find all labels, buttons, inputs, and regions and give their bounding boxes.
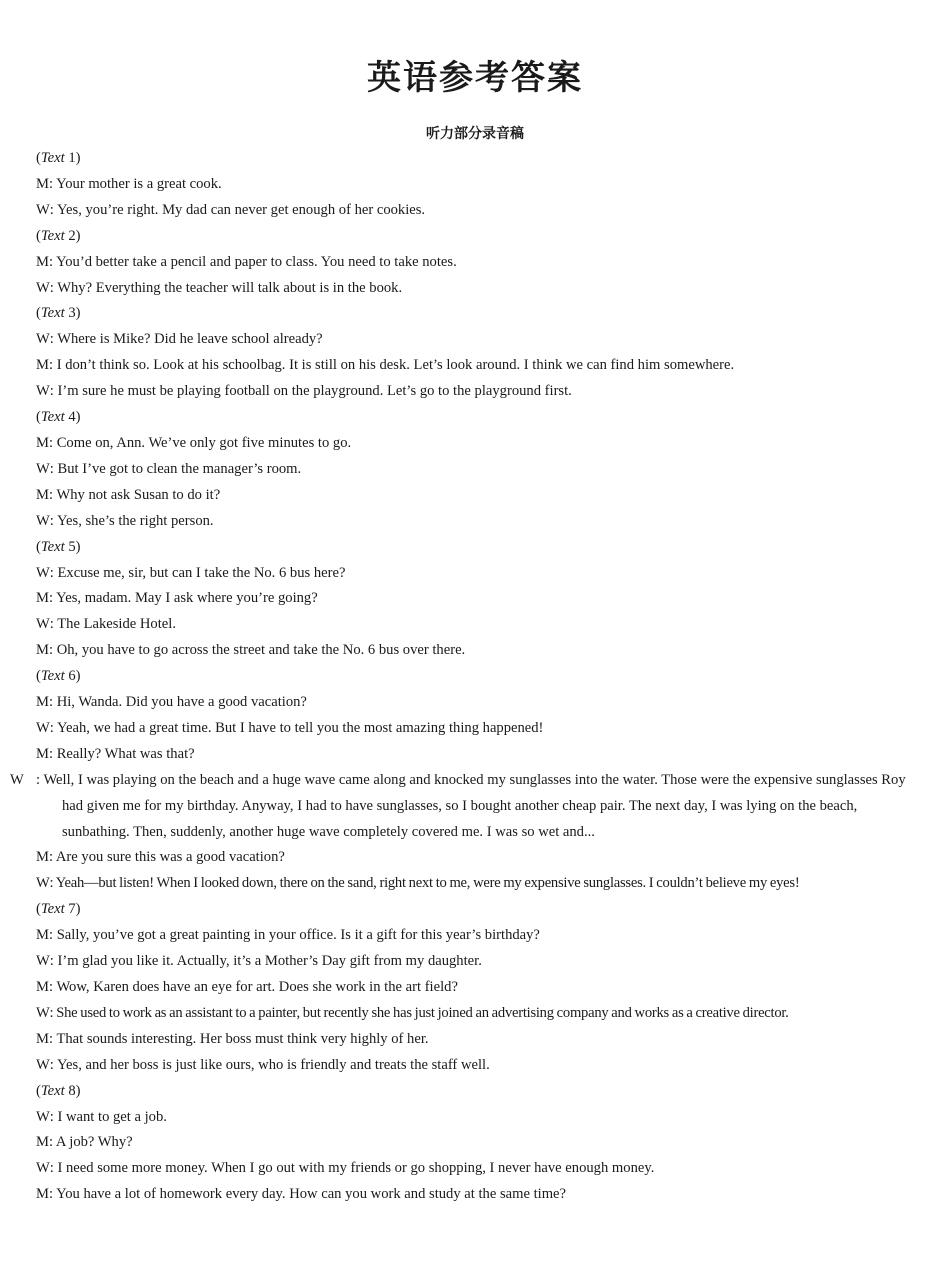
dialogue-text: Yes, you’re right. My dad can never get enough of her cookies.: [56, 201, 426, 218]
speaker-colon: :: [48, 434, 57, 451]
speaker-label: M: [36, 357, 49, 374]
speaker-colon: :: [48, 1186, 57, 1203]
dialogue-text: I’m sure he must be playing football on the playground. Let’s go to the playground first.: [57, 383, 572, 400]
dialogue-text: I want to get a job.: [57, 1108, 167, 1125]
text-label-number: 4: [68, 409, 76, 426]
open-paren: (: [36, 305, 41, 322]
speaker-label: M: [36, 175, 49, 192]
speaker-colon: :: [36, 771, 44, 788]
speaker-colon: :: [49, 201, 57, 218]
speaker-label: W: [36, 383, 50, 400]
dialogue-text: Well, I was playing on the beach and a huge wave came along and knocked my sunglasses into the water. Those were the expensive sunglasses Roy had given me for my birthday. Anyway, I had to have sunglasses, so I bought another cheap pair. The next day, I was lying on the beach, sunbathing. Then, suddenly, another huge wave completely covered me. I was so wet and...: [43, 771, 906, 840]
close-paren: ): [75, 1082, 81, 1099]
dialogue-text: But I’ve got to clean the manager’s room.: [57, 460, 302, 477]
close-paren: ): [75, 409, 81, 426]
speaker-colon: :: [48, 486, 57, 503]
dialogue-line: [36, 923, 920, 949]
text-label-number: 8: [68, 1082, 76, 1099]
dialogue-text: I need some more money. When I go out with my friends or go shopping, I never have enough money.: [57, 1160, 655, 1177]
speaker-colon: :: [48, 253, 57, 270]
close-paren: ): [75, 901, 81, 918]
dialogue-text: Why not ask Susan to do it?: [56, 486, 221, 503]
dialogue-text: Sally, you’ve got a great painting in your office. Is it a gift for this year’s birthday?: [56, 927, 540, 944]
dialogue-line: [36, 975, 920, 1001]
open-paren: (: [36, 668, 41, 685]
dialogue-line: [36, 250, 920, 276]
text-section-label: [36, 897, 920, 923]
speaker-label: W: [36, 460, 50, 477]
listening-transcript: [10, 146, 920, 1208]
text-section-label: [36, 1079, 920, 1105]
open-paren: (: [36, 901, 41, 918]
speaker-label: M: [36, 1134, 49, 1151]
dialogue-line: [36, 871, 920, 897]
dialogue-line: W : Well, I was playing on the beach and a huge wave came along and knocked my sunglasses into the water. Those were the expensive sunglasses Roy had given me for my birthday. Anyway, I had to have sunglasses, so I bought another cheap pair. The next day, I was lying on the beach, sunbathing. Then, suddenly, another huge wave completely covered me. I was so wet and...: [10, 771, 906, 840]
speaker-label: M: [36, 434, 49, 451]
text-section-label: [36, 146, 920, 172]
open-paren: (: [36, 1082, 41, 1099]
dialogue-text: Excuse me, sir, but can I take the No. 6 bus here?: [57, 564, 346, 581]
dialogue-text: Oh, you have to go across the street and take the No. 6 bus over there.: [56, 642, 466, 659]
close-paren: ): [75, 150, 81, 166]
dialogue-text: Yes, madam. May I ask where you’re going?: [56, 590, 318, 607]
speaker-colon: :: [49, 460, 58, 477]
text-label-word: Text: [40, 227, 65, 244]
speaker-colon: :: [49, 953, 58, 970]
text-label-number: 1: [68, 150, 76, 166]
speaker-label: M: [36, 927, 49, 944]
dialogue-line: [36, 1001, 920, 1027]
speaker-label: W: [36, 616, 50, 633]
speaker-label: W: [36, 875, 50, 892]
speaker-label: W: [36, 201, 50, 218]
dialogue-text: Are you sure this was a good vacation?: [55, 849, 285, 866]
speaker-colon: :: [49, 564, 58, 581]
speaker-colon: :: [49, 1160, 58, 1177]
speaker-colon: :: [48, 979, 57, 995]
speaker-label: W: [36, 953, 50, 970]
dialogue-line: [36, 509, 920, 535]
close-paren: ): [75, 227, 81, 244]
text-label-word: Text: [40, 150, 65, 166]
text-label-word: Text: [40, 1082, 65, 1099]
speaker-colon: :: [49, 616, 58, 633]
speaker-label: W: [36, 1160, 50, 1177]
text-section-label: [36, 664, 920, 690]
dialogue-text: Yeah—but listen! When I looked down, there on the sand, right next to me, were my expensive sunglasses. I couldn’t believe my eyes!: [55, 875, 800, 892]
dialogue-line: [36, 379, 920, 405]
text-section-label: [36, 301, 920, 327]
speaker-colon: :: [48, 849, 56, 866]
dialogue-line: [36, 483, 920, 509]
text-label-word: Text: [40, 409, 65, 426]
speaker-colon: :: [48, 745, 57, 762]
open-paren: (: [36, 227, 41, 244]
dialogue-line: [36, 716, 920, 742]
speaker-label: M: [36, 849, 49, 866]
text-label-word: Text: [40, 305, 65, 322]
speaker-label: W: [36, 1004, 50, 1021]
text-label-word: Text: [40, 538, 65, 555]
speaker-label: M: [36, 1030, 49, 1047]
speaker-colon: :: [49, 512, 57, 529]
speaker-label: M: [36, 253, 49, 270]
speaker-colon: :: [48, 590, 57, 607]
speaker-label: M: [36, 745, 49, 762]
dialogue-line: [36, 1182, 920, 1208]
dialogue-line: [36, 1053, 920, 1079]
text-label-word: Text: [40, 901, 65, 918]
open-paren: (: [36, 409, 41, 426]
speaker-label: M: [36, 694, 49, 711]
open-paren: (: [36, 538, 41, 555]
dialogue-text: Why? Everything the teacher will talk about is in the book.: [57, 279, 403, 296]
dialogue-line: [36, 327, 920, 353]
speaker-label: W: [36, 564, 50, 581]
dialogue-line: [36, 198, 920, 224]
speaker-label: M: [36, 979, 49, 995]
speaker-label: W: [36, 279, 50, 296]
dialogue-line: [36, 612, 920, 638]
dialogue-text: Wow, Karen does have an eye for art. Does she work in the art field?: [56, 979, 458, 995]
dialogue-text: That sounds interesting. Her boss must think very highly of her.: [56, 1030, 429, 1047]
dialogue-line: [36, 1130, 920, 1156]
speaker-colon: :: [48, 1134, 56, 1151]
speaker-label: W: [36, 719, 50, 736]
text-label-number: 6: [68, 668, 76, 685]
speaker-colon: :: [49, 1004, 57, 1021]
speaker-label: M: [36, 642, 49, 659]
dialogue-text: Yes, and her boss is just like ours, who is friendly and treats the staff well.: [56, 1056, 490, 1073]
dialogue-text: I don’t think so. Look at his schoolbag. It is still on his desk. Let’s look around. I think we can find him somewhere.: [56, 357, 735, 374]
dialogue-line: [36, 1105, 920, 1131]
dialogue-text: Where is Mike? Did he leave school already?: [57, 331, 323, 348]
dialogue-text: A job? Why?: [55, 1134, 133, 1151]
dialogue-line: [36, 276, 920, 302]
speaker-label: M: [36, 1186, 49, 1203]
speaker-label: M: [36, 486, 49, 503]
speaker-colon: :: [48, 1030, 57, 1047]
speaker-label: W: [36, 512, 50, 529]
speaker-colon: :: [48, 694, 57, 711]
text-label-number: 2: [68, 227, 76, 244]
dialogue-line: [36, 457, 920, 483]
dialogue-line: [36, 586, 920, 612]
text-section-label: [36, 535, 920, 561]
dialogue-line: [36, 431, 920, 457]
dialogue-text: You’d better take a pencil and paper to class. You need to take notes.: [56, 253, 457, 270]
close-paren: ): [75, 538, 81, 555]
speaker-colon: :: [49, 719, 57, 736]
text-section-label: [36, 405, 920, 431]
dialogue-text: Really? What was that?: [56, 745, 195, 762]
speaker-colon: :: [49, 1108, 58, 1125]
dialogue-line: [36, 353, 920, 379]
text-label-word: Text: [40, 668, 65, 685]
close-paren: ): [75, 305, 81, 322]
close-paren: ): [75, 668, 81, 685]
speaker-colon: :: [49, 279, 58, 296]
dialogue-text: Your mother is a great cook.: [56, 175, 222, 192]
open-paren: (: [36, 150, 41, 166]
speaker-colon: :: [48, 927, 57, 944]
dialogue-line: [36, 1156, 920, 1182]
dialogue-line: [36, 690, 920, 716]
dialogue-text: Hi, Wanda. Did you have a good vacation?: [56, 694, 307, 711]
speaker-colon: :: [49, 875, 56, 892]
dialogue-line: [36, 1027, 920, 1053]
dialogue-line: [36, 172, 920, 198]
text-label-number: 5: [68, 538, 76, 555]
speaker-label: W: [36, 1056, 50, 1073]
speaker-colon: :: [49, 331, 58, 348]
dialogue-line: [36, 561, 920, 587]
dialogue-line: [36, 949, 920, 975]
dialogue-text: The Lakeside Hotel.: [57, 616, 176, 633]
section-subtitle: 听力部分录音稿: [426, 126, 524, 142]
speaker-label: M: [36, 590, 49, 607]
dialogue-text: Yeah, we had a great time. But I have to tell you the most amazing thing happened!: [56, 719, 544, 736]
dialogue-line: [36, 742, 920, 768]
speaker-colon: :: [49, 1056, 57, 1073]
page-title: 英语参考答案: [367, 58, 583, 98]
speaker-label: W: [36, 331, 50, 348]
speaker-colon: :: [48, 642, 57, 659]
text-label-number: 3: [68, 305, 76, 322]
text-label-number: 7: [68, 901, 76, 918]
dialogue-line: [36, 638, 920, 664]
speaker-colon: :: [48, 175, 57, 192]
text-section-label: [36, 224, 920, 250]
speaker-colon: :: [49, 383, 58, 400]
dialogue-line: [36, 845, 920, 871]
speaker-label: W: [36, 1108, 50, 1125]
speaker-colon: :: [48, 357, 57, 374]
dialogue-text: Come on, Ann. We’ve only got five minutes to go.: [56, 434, 352, 451]
dialogue-text: Yes, she’s the right person.: [56, 512, 214, 529]
dialogue-text: She used to work as an assistant to a painter, but recently she has just joined an advertising company and works as a creative director.: [56, 1004, 789, 1021]
dialogue-text: I’m glad you like it. Actually, it’s a Mother’s Day gift from my daughter.: [57, 953, 482, 970]
dialogue-text: You have a lot of homework every day. How can you work and study at the same time?: [56, 1186, 567, 1203]
